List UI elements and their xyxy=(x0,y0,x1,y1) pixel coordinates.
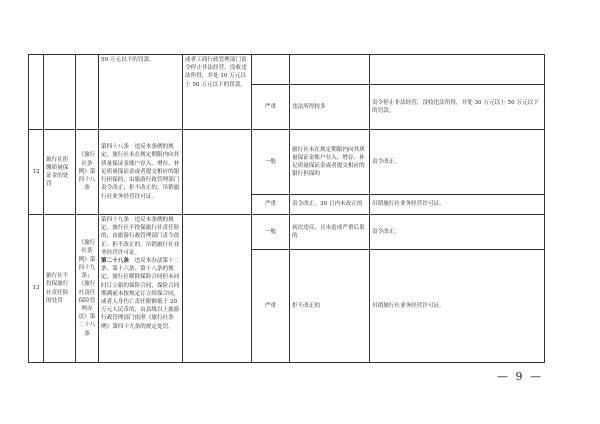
page-number: — 9 — xyxy=(497,370,543,383)
table-row-12a xyxy=(29,130,545,195)
violation-item: 旅行社拒缴质量保证金的处罚 xyxy=(44,130,76,215)
standard-cell: 吊销旅行社业务经营许可证。 xyxy=(370,250,545,363)
level-cell: 一般 xyxy=(252,215,290,250)
level-cell: 一般 xyxy=(252,130,290,195)
law-reference: 《旅行社条例》第四十九条；《旅行社责任保险管理办法》第二十八条 xyxy=(76,215,99,363)
level-cell: 严重 xyxy=(252,85,290,130)
penalty-standards-table xyxy=(28,54,545,363)
legal-basis-article-49: 第四十九条 违反本条例的规定，旅行社不投保旅行社责任险的，由旅游行政管理部门责令改正；拒不改正的，吊销旅行社业务经营许可证。 xyxy=(101,217,180,256)
legal-basis xyxy=(99,215,183,363)
legal-basis: 第四十八条 违反本条例的规定，旅行社未在规定期限内向其质量保证金账户存入、增存、补足质量保证金或者提交相应的银行担保的，由旅游行政管理部门责令改正；拒不改正的，吊销旅行社业务经营许可证。 xyxy=(99,130,183,215)
standard-cell: 责令停止非法经营，没收违法所得，并处 30 万元以上 50 万元以下的罚款。 xyxy=(370,85,545,130)
standard-cell: 吊销旅行社业务经营许可证。 xyxy=(370,195,545,215)
level-cell: 严重 xyxy=(252,250,290,363)
article-28-body: 违反本办法第十二条、第十六条、第十八条的规定，旅行社解除保险合同但未同时订立新的保险合同，保险合同期满前未按规定订立续保合同，或者人身伤亡责任限额低于 20 万元人民币的，由县级以上旅游行政管理部门依照《旅行社条例》第四十九条的规定处罚。 xyxy=(101,258,180,330)
legal-basis-article-28 xyxy=(101,257,180,331)
table-row-continued-a xyxy=(29,55,545,85)
row-number: 12 xyxy=(29,130,44,215)
other-basis-cell-continued: 或者工商行政管理部门责令停止非法经营，没收违法所得，并处 10 万元以上 50 万元以下的罚款。 xyxy=(183,55,252,130)
table-row-13a xyxy=(29,215,545,250)
circumstance-cell: 初次违反，且未造成严重后果的 xyxy=(290,215,370,250)
row-number: 13 xyxy=(29,215,44,363)
violation-item: 旅行社不投保旅行社责任险的处罚 xyxy=(44,215,76,363)
circumstance-cell: 违法所得较多 xyxy=(290,85,370,130)
circumstance-cell: 责令改正，30 日内未改正的 xyxy=(290,195,370,215)
law-reference: 《旅行社条例》第四十八条 xyxy=(76,130,99,215)
level-cell: 严重 xyxy=(252,195,290,215)
circumstance-cell: 拒不改正的 xyxy=(290,250,370,363)
article-28-heading: 第二十八条 xyxy=(101,258,129,265)
standard-cell: 责令改正。 xyxy=(370,130,545,195)
circumstance-cell: 旅行社未在规定期限内向其质量保证金账户存入、增存、补足质量保证金或者提交相应的银行担保的 xyxy=(290,130,370,195)
standard-cell: 责令改正。 xyxy=(370,215,545,250)
basis-cell-continued: 50 万元以下的罚款。 xyxy=(99,55,183,130)
